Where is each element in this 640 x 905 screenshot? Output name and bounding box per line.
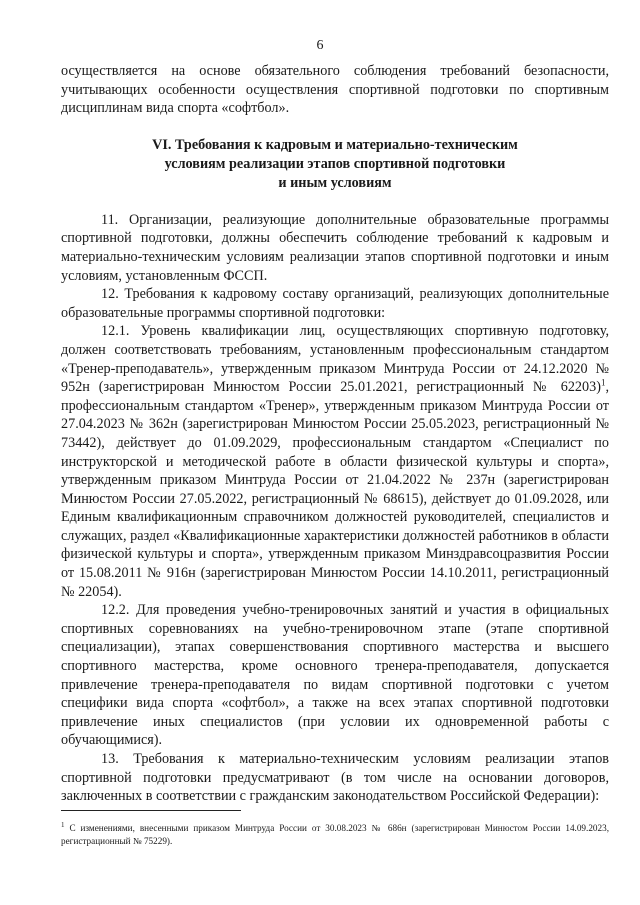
intro-paragraph: осуществляется на основе обязательного соблюдения требований безопасности, учитывающих особенности осуществления спортивной подготовки по спортивным дисциплинам вида спорта «софтбол». xyxy=(61,63,609,117)
paragraph-13: 13. Требования к материально-техническим условиям реализации этапов спортивной подготовки предусматривают (в том числе на основании договоров, заключенных в соответствии с гражданским законодательством Российской Федерации): xyxy=(61,751,609,805)
paragraph-12-1-text-end: , профессиональным стандартом «Тренер», утвержденным приказом Минтруда России от 27.04.2023 № 362н (зарегистрирован Минюстом России 25.05.2023, регистрационный № 73442), действует до 01.09.2029, профессиональным стандартом «Специалист по инструкторской и методической работе в области физической культуры и спорта», утвержденным приказом Минтруда России от 21.04.2022 № 237н (зарегистрирован Минюстом России 27.05.2022, регистрационный № 68615), действует до 01.09.2028, или Единым квалификационным справочником должностей руководителей, специалистов и служащих, раздел «Квалификационные характеристики должностей работников в области физической культуры и спорта», утвержденным приказом Минздравсоцразвития России от 15.08.2011 № 916н (зарегистрирован Минюстом России 14.10.2011, регистрационный № 22054). xyxy=(61,379,609,600)
paragraph-12-1 xyxy=(61,322,609,601)
footnote-divider xyxy=(61,810,241,811)
paragraph-12-1-text-start: 12.1. Уровень квалификации лиц, осуществляющих спортивную подготовку, должен соответствовать требованиям, установленным профессиональным стандартом «Тренер-преподаватель», утвержденным приказом Минтруда России от 24.12.2020 № 952н (зарегистрирован Минюстом России 25.01.2021, регистрационный № 62203) xyxy=(61,323,609,396)
paragraph-11: 11. Организации, реализующие дополнительные образовательные программы спортивной подготовки, должны обеспечить соблюдение требований к кадровым и материально-техническим условиям реализации этапов спортивной подготовки и иным условиям, установленным ФССП. xyxy=(61,211,609,284)
section-heading-line-2: условиям реализации этапов спортивной подготовки xyxy=(164,155,506,172)
footnote xyxy=(61,822,609,847)
section-heading-line-3: и иным условиям xyxy=(278,174,392,191)
document-body xyxy=(61,62,609,806)
footnote-reference-mark[interactable]: 1 xyxy=(600,377,606,388)
footnote-text: С изменениями, внесенными приказом Минтруда России от 30.08.2023 № 686н (зарегистрирован Минюстом России 14.09.2023, регистрационный № 75229). xyxy=(61,823,609,846)
page-number: 6 xyxy=(316,38,324,53)
paragraph-12-2: 12.2. Для проведения учебно-тренировочных занятий и участия в официальных спортивных соревнованиях на учебно-тренировочном этапе (этапе спортивной специализации), этапах совершенствования спортивного мастерства и высшего спортивного мастерства, кроме основного тренера-преподавателя, допускается привлечение тренера-преподавателя по видам спортивной подготовки с учетом специфики вида спорта «софтбол», а также на всех этапах спортивной подготовки привлечение иных специалистов (при условии их одновременной работы с обучающимися). xyxy=(61,602,609,749)
section-heading-line-1: VI. Требования к кадровым и материально-техническим xyxy=(152,136,518,153)
section-heading xyxy=(61,136,609,193)
paragraph-12: 12. Требования к кадровому составу организаций, реализующих дополнительные образовательные программы спортивной подготовки: xyxy=(61,286,609,321)
footnote-mark: 1 xyxy=(61,820,65,829)
